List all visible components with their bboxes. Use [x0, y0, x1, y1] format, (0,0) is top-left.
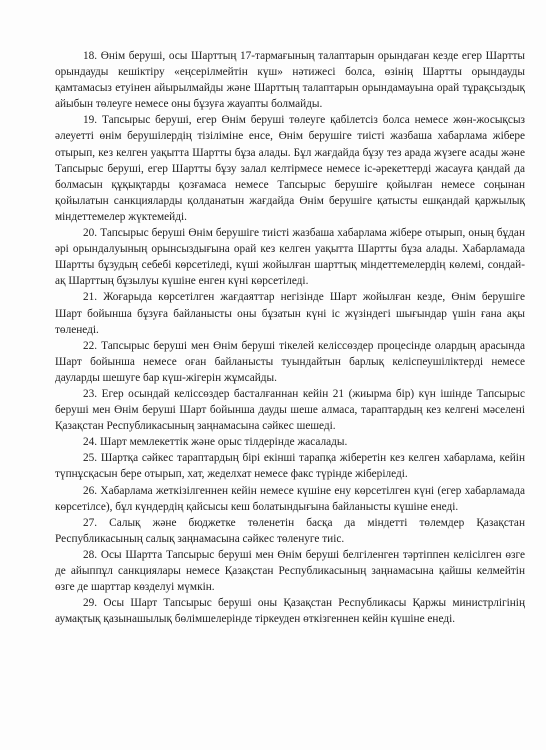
paragraph-20: 20. Тапсырыс беруші Өнім берушіге тиісті жазбаша хабарлама жібере отырып, оның бұдан әрі орындалуының орынсыздығына орай кез келген уақытта Шартты бұза алады. Хабарламада Шартты бұзудың себебі көрсетіледі, күші жойылған шарттық міндеттемелердің көлемі, сондай-ақ Шарттың бұзылуы күшіне енген күні көрсетіледі. [55, 227, 525, 288]
paragraph-22: 22. Тапсырыс беруші мен Өнім беруші тікелей келіссөздер процесінде олардың арасында Шарт бойынша немесе оған байланысты туындайтын барлық келіспеушіліктерді немесе дауларды шешуге бар күш-жігерін жұмсайды. [55, 339, 525, 384]
paragraph-29: 29. Осы Шарт Тапсырыс беруші оны Қазақстан Республикасы Қаржы министрлігінің аумақтық қазынашылық бөлімшелерінде тіркеуден өткізгеннен кейін күшіне енеді. [55, 597, 525, 626]
paragraph-19: 19. Тапсырыс беруші, егер Өнім беруші төлеуге қабілетсіз болса немесе жөн-жосықсыз әлеуетті өнім берушілердің тізіліміне енсе, Өнім берушіге тиісті жазбаша хабарлама жібере отырып, кез келген уақытта Шартты бұза алады. Бұл жағдайда бұзу тез арада жүзеге асады және Тапсырыс беруші, егер Шартты бұзу залал келтірмесе немесе іс-әрекеттерді жасауға қандай да болмасын құқықтарды қозғамаса немесе Тапсырыс берушіге қойылған немесе соңынан қойылатын санкцияларды қолданатын жағдайда Өнім берушіге қатысты ешқандай қаржылық міндеттемелер жүктемейді. [55, 114, 525, 223]
paragraph-27: 27. Салық және бюджетке төленетін басқа да міндетті төлемдер Қазақстан Республикасының салық заңнамасына сәйкес төленуге тиіс. [55, 516, 525, 545]
paragraph-21: 21. Жоғарыда көрсетілген жағдаяттар негізінде Шарт жойылған кезде, Өнім берушіге Шарт бойынша бұзуға байланысты оны бұзатын күні іс жүзіндегі шығындар үшін ғана ақы төленеді. [55, 291, 525, 336]
paragraph-26: 26. Хабарлама жеткізілгеннен кейін немесе күшіне ену көрсетілген күні (егер хабарламада көрсетілсе), бұл күндердің қайсысы кеш болатындығына байланысты күшіне енеді. [55, 484, 525, 513]
paragraph-24: 24. Шарт мемлекеттік және орыс тілдерінде жасалады. [83, 436, 348, 449]
paragraph-28: 28. Осы Шартта Тапсырыс беруші мен Өнім беруші белгіленген тәртіппен келісілген өзге де айыппұл санкциялары немесе Қазақстан Республикасының заңнамасына қайшы келмейтін өзге де шарттар көзделуі мүмкін. [55, 548, 525, 594]
paragraph-23: 23. Егер осындай келіссөздер басталғаннан кейін 21 (жиырма бір) күн ішінде Тапсырыс беруші мен Өнім беруші Шарт бойынша дауды шеше алмаса, тараптардың кез келгені мәселені Қазақстан Республикасының заңнамасына сәйкес шешеді. [55, 387, 525, 433]
document-body [55, 48, 525, 627]
paragraph-18: 18. Өнім беруші, осы Шарттың 17-тармағының талаптарын орындаған кезде егер Шартты орындауды кешіктіру «еңсерілмейтін күш» нәтижесі болса, өзінің Шартты орындауды қамтамасыз етуінен айырылмайды және Шарттың талаптарын орындамауына орай тұрақсыздық айыбын төлеуге немесе оны бұзуға жауапты болмайды. [55, 50, 525, 111]
paragraph-25: 25. Шартқа сәйкес тараптардың бірі екінші тарапқа жіберетін кез келген хабарлама, кейін түпнұсқасын бере отырып, хат, жеделхат немесе факс түрінде жіберіледі. [55, 452, 525, 481]
